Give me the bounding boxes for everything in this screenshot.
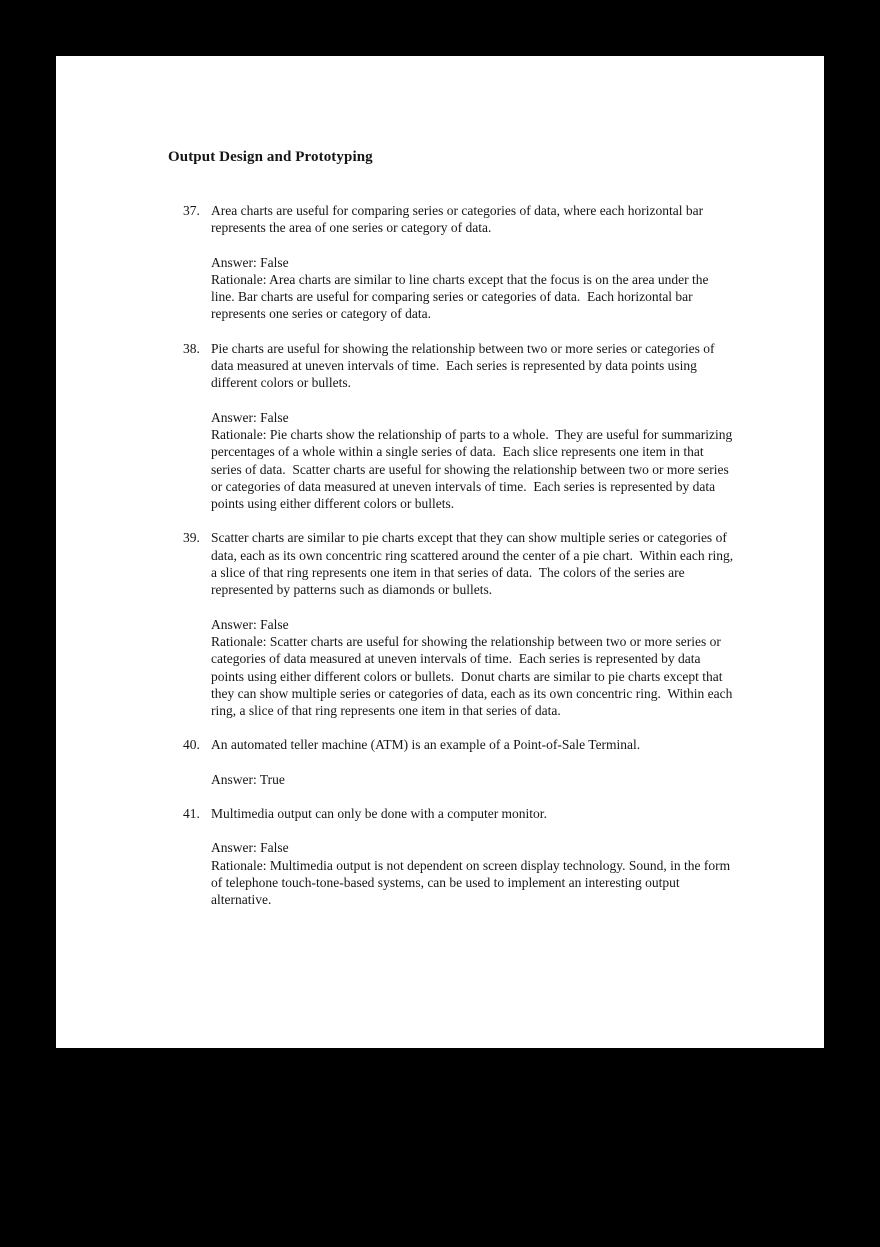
rationale-text: Rationale: Multimedia output is not dependent on screen display technology. Sound, in the form of telephone touch-tone-based systems, can be used to implement an interesting output alternative. xyxy=(211,857,734,908)
question-list xyxy=(56,202,824,909)
question-body xyxy=(211,529,735,719)
question-text: Pie charts are useful for showing the relationship between two or more series or categories of data measured at uneven intervals of time. Each series is represented by data points using different colors or bullets. xyxy=(211,340,718,391)
rationale-text: Rationale: Area charts are similar to line charts except that the focus is on the area under the line. Bar charts are useful for comparing series or categories of data. Each horizontal bar represents one series or category of data. xyxy=(211,271,712,322)
answer-text: Answer: True xyxy=(211,771,285,787)
question-item xyxy=(183,805,824,908)
rationale-text: Rationale: Scatter charts are useful for showing the relationship between two or more series or categories of data measured at uneven intervals of time. Each series is represented by data points using either different colors or bullets. Donut charts are similar to pie charts except that they can show multiple series or categories of data, each as its own concentric ring. Within each ring, a slice of that ring represents one item in that series of data. xyxy=(211,633,736,719)
answer-text: Answer: False xyxy=(211,254,289,270)
question-text: Scatter charts are similar to pie charts except that they can show multiple series or categories of data, each as its own concentric ring scattered around the center of a pie chart. Within each ring, a slice of that ring represents one item in that series of data. The colors of the series are represented by patterns such as diamonds or bullets. xyxy=(211,530,737,598)
question-text: An automated teller machine (ATM) is an example of a Point-of-Sale Terminal. xyxy=(211,737,641,753)
question-item xyxy=(183,736,824,788)
question-item xyxy=(183,340,824,513)
question-item xyxy=(183,529,824,719)
answer-text: Answer: False xyxy=(211,616,289,632)
page-title: Output Design and Prototyping xyxy=(168,149,373,165)
question-body xyxy=(211,340,735,513)
question-number: 37. xyxy=(183,203,200,218)
question-body xyxy=(211,805,735,908)
question-item xyxy=(183,202,824,323)
question-number: 40. xyxy=(183,737,200,753)
question-body xyxy=(211,736,735,788)
rationale-text: Rationale: Pie charts show the relationship of parts to a whole. They are useful for summarizing percentages of a whole within a single series of data. Each slice represents one item in that series of data. Scatter charts are useful for showing the relationship between two or more series or categories of data measured at uneven intervals of time. Each series is represented by data points using either different colors or bullets. xyxy=(211,426,736,512)
question-number: 38. xyxy=(183,340,200,356)
question-number: 41. xyxy=(183,806,200,822)
question-text: Area charts are useful for comparing series or categories of data, where each horizontal bar represents the area of one series or category of data. xyxy=(211,203,707,236)
answer-text: Answer: False xyxy=(211,840,289,856)
question-body xyxy=(211,202,735,323)
question-text: Multimedia output can only be done with a computer monitor. xyxy=(211,806,547,822)
document-page xyxy=(56,56,824,1048)
answer-text: Answer: False xyxy=(211,409,289,425)
question-number: 39. xyxy=(183,530,200,546)
